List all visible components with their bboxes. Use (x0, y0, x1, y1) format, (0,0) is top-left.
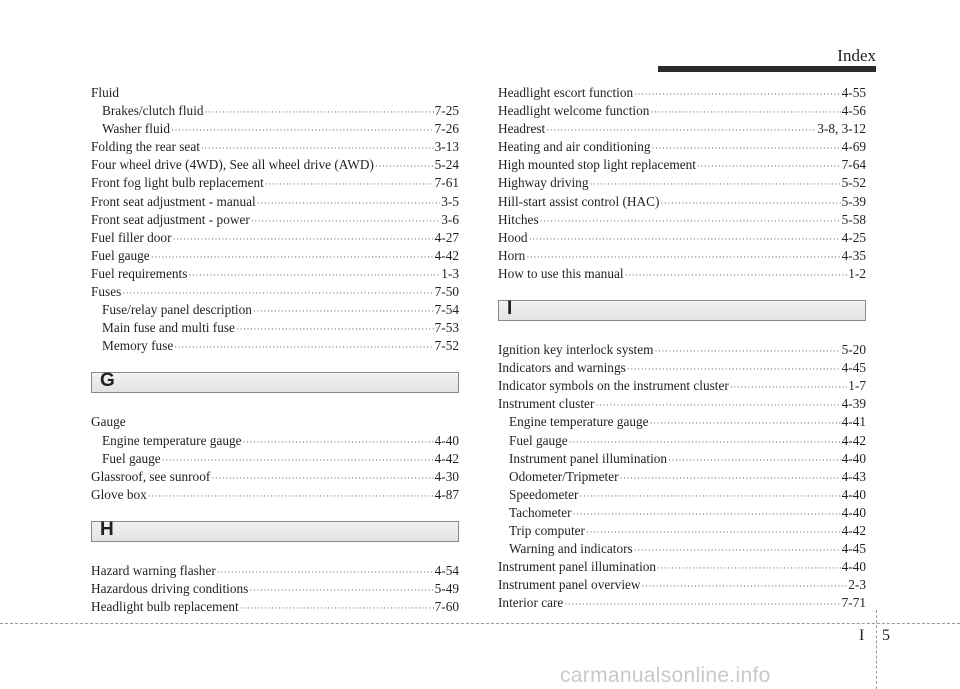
index-entry-text: Highway driving (498, 175, 589, 191)
index-entry-text: Tachometer (509, 504, 572, 520)
index-entry-text: Instrument panel illumination (498, 559, 657, 575)
dot-leader (627, 360, 841, 378)
group-cluster (498, 413, 866, 558)
index-entry-text: Horn (498, 247, 526, 263)
index-entry-page: 5-58 (841, 211, 866, 227)
page-section-letter: I (859, 627, 865, 644)
section-letter-h: H (100, 518, 114, 540)
index-entry (498, 540, 866, 558)
section-header-g (91, 372, 459, 393)
index-entry (91, 450, 459, 468)
dot-leader (174, 338, 433, 356)
index-entry-page: 4-40 (841, 486, 866, 502)
index-entry-page: 5-39 (841, 193, 866, 209)
index-column-right (498, 84, 866, 612)
index-entry-page: 7-25 (434, 103, 459, 119)
section-letter-i: I (507, 298, 513, 320)
index-entry (91, 301, 459, 319)
dot-leader (652, 139, 841, 157)
dot-leader (236, 320, 434, 338)
index-entry-text: Fuses (91, 284, 122, 300)
header-title: Index (837, 46, 876, 65)
index-entry-text: Heating and air conditioning (498, 139, 651, 155)
watermark: carmanualsonline.info (560, 664, 771, 687)
index-entry (498, 265, 866, 283)
group-fuses (91, 301, 459, 355)
index-entry-page: 4-45 (841, 360, 866, 376)
index-entry-text: Instrument panel illumination (509, 450, 668, 466)
index-entry-text: Hitches (498, 211, 539, 227)
index-entry-page: 4-43 (841, 468, 866, 484)
index-entry (91, 337, 459, 355)
dot-leader (625, 266, 848, 284)
footer-divider (0, 623, 960, 624)
index-entry (498, 174, 866, 192)
index-entry-page: 4-25 (841, 229, 866, 245)
section-header-h (91, 518, 459, 542)
index-entry-page: 3-5 (441, 193, 459, 209)
index-entry (91, 486, 459, 504)
index-entry-text: Fuel gauge (102, 450, 161, 466)
group-h-entries-right (498, 84, 866, 283)
index-entry-text: Glassroof, see sunroof (91, 468, 211, 484)
group-i-entries-2 (498, 558, 866, 612)
index-entry-text: Four wheel drive (4WD), See all wheel drive (AWD) (91, 157, 374, 173)
index-entry-page: 4-55 (841, 85, 866, 100)
index-entry-text: Instrument cluster (498, 396, 595, 412)
index-entry (498, 120, 866, 138)
dot-leader (650, 103, 840, 121)
index-entry-text: Indicators and warnings (498, 360, 626, 376)
index-entry-text: Headlight bulb replacement (91, 599, 239, 615)
index-entry (498, 522, 866, 540)
index-entry-page: 5-52 (841, 175, 866, 191)
index-entry (91, 265, 459, 283)
dot-leader (240, 599, 434, 617)
index-entry-text: Warning and indicators (509, 541, 633, 557)
index-entry (498, 359, 866, 377)
index-entry-text: Front fog light bulb replacement (91, 175, 264, 191)
index-entry (498, 211, 866, 229)
dot-leader (253, 302, 434, 320)
index-entry-page: 4-35 (841, 247, 866, 263)
index-entry-text: Hazard warning flasher (91, 562, 216, 578)
dot-leader (654, 342, 840, 360)
index-entry-page: 3-13 (434, 139, 459, 155)
dot-leader (730, 378, 847, 396)
dot-leader (148, 487, 434, 505)
index-entry-page: 7-50 (434, 284, 459, 300)
index-entry-page: 4-30 (434, 468, 459, 484)
dot-leader (540, 212, 841, 230)
index-entry-text: Trip computer (509, 522, 585, 538)
index-entry-page: 2-3 (848, 577, 866, 593)
index-entry (91, 174, 459, 192)
index-entry (498, 432, 866, 450)
index-entry (91, 468, 459, 486)
index-entry (91, 247, 459, 265)
index-entry (91, 283, 459, 301)
index-entry (498, 558, 866, 576)
dot-leader (634, 85, 840, 103)
dot-leader (251, 212, 440, 230)
index-entry-page: 3-6 (441, 211, 459, 227)
index-entry (498, 504, 866, 522)
index-column-left (91, 84, 459, 616)
index-entry-page: 7-52 (434, 338, 459, 354)
dot-leader (265, 175, 434, 193)
index-entry-page: 4-27 (434, 229, 459, 245)
index-entry-text: Front seat adjustment - manual (91, 193, 256, 209)
index-entry (498, 247, 866, 265)
dot-leader (257, 194, 441, 212)
dot-leader (620, 469, 841, 487)
index-entry (498, 193, 866, 211)
group-i-entries (498, 341, 866, 413)
dot-leader (529, 230, 841, 248)
index-entry-page: 7-61 (434, 175, 459, 191)
index-entry-page: 1-3 (441, 265, 459, 281)
dot-leader (173, 230, 434, 248)
index-entry-text: Front seat adjustment - power (91, 211, 250, 227)
index-entry (498, 102, 866, 120)
index-entry-text: Folding the rear seat (91, 139, 200, 155)
index-entry (498, 377, 866, 395)
index-entry (91, 211, 459, 229)
dot-leader (205, 103, 434, 121)
dot-leader (657, 559, 841, 577)
dot-leader (526, 248, 840, 266)
index-entry (498, 138, 866, 156)
dot-leader (668, 451, 841, 469)
group-gauge (91, 432, 459, 468)
index-entry-page: 4-40 (841, 559, 866, 575)
index-entry (498, 84, 866, 102)
dot-leader (573, 505, 841, 523)
dot-leader (201, 139, 434, 157)
index-entry-page: 4-42 (841, 432, 866, 448)
index-entry (498, 395, 866, 413)
group-h-entries (91, 562, 459, 616)
index-entry (91, 156, 459, 174)
index-entry-text: Headlight escort function (498, 85, 634, 100)
dot-leader (211, 469, 433, 487)
index-entry-text: Headlight welcome function (498, 103, 650, 119)
index-entry (91, 598, 459, 616)
index-entry-page: 5-24 (434, 157, 459, 173)
index-entry-page: 4-40 (841, 504, 866, 520)
index-entry-text: High mounted stop light replacement (498, 157, 696, 173)
section-letter-g: G (100, 370, 115, 392)
index-entry-page: 7-60 (434, 599, 459, 615)
footer-vertical-divider (876, 610, 877, 689)
group-fluid (91, 102, 459, 138)
dot-leader (188, 266, 440, 284)
index-entry-text: Glove box (91, 486, 147, 502)
dot-leader (579, 487, 840, 505)
index-entry (91, 432, 459, 450)
index-entry-page: 1-7 (848, 378, 866, 394)
dot-leader (595, 396, 840, 414)
section-header-i (498, 300, 866, 321)
dot-leader (564, 595, 840, 613)
index-entry-text: Hood (498, 229, 528, 245)
index-entry (498, 594, 866, 612)
dot-leader (151, 248, 434, 266)
index-entry-text: Headrest (498, 121, 546, 137)
index-entry-text: Fuel gauge (509, 432, 568, 448)
index-entry (91, 120, 459, 138)
index-entry-text: Speedometer (509, 486, 579, 502)
index-entry-page: 4-45 (841, 541, 866, 557)
index-entry-page: 4-87 (434, 486, 459, 502)
index-entry (498, 341, 866, 359)
index-entry-text: Main fuse and multi fuse (102, 320, 235, 336)
index-entry-page: 4-40 (841, 450, 866, 466)
index-entry (91, 562, 459, 580)
dot-leader (546, 121, 816, 139)
index-entry (91, 193, 459, 211)
dot-leader (249, 581, 433, 599)
index-entry-page: 4-54 (434, 562, 459, 578)
dot-leader (650, 414, 841, 432)
index-entry (91, 580, 459, 598)
index-entry-page: 5-49 (434, 580, 459, 596)
index-entry-page: 4-56 (841, 103, 866, 119)
index-entry (498, 413, 866, 431)
dot-leader (586, 523, 841, 541)
dot-leader (569, 433, 841, 451)
index-entry (498, 450, 866, 468)
index-entry-page: 4-69 (841, 139, 866, 155)
index-entry-page: 4-42 (434, 450, 459, 466)
index-entry-text: Fuse/relay panel description (102, 302, 252, 318)
index-entry-page: 1-2 (848, 265, 866, 281)
index-entry-page: 7-26 (434, 121, 459, 137)
dot-leader (660, 194, 840, 212)
index-entry (498, 156, 866, 174)
dot-leader (589, 175, 840, 193)
header-bar (658, 66, 876, 72)
index-entry-text: Washer fluid (102, 121, 170, 137)
index-heading-fluid: Fluid (91, 85, 120, 100)
index-entry-page: 7-53 (434, 320, 459, 336)
index-entry-page: 7-71 (841, 595, 866, 611)
dot-leader (375, 157, 434, 175)
index-entry-page: 7-54 (434, 302, 459, 318)
dot-leader (697, 157, 841, 175)
dot-leader (243, 433, 434, 451)
index-entry-text: Fuel requirements (91, 265, 188, 281)
index-entry-page: 4-39 (841, 396, 866, 412)
dot-leader (217, 563, 434, 581)
index-entry (91, 102, 459, 120)
index-entry-text: Hill-start assist control (HAC) (498, 193, 660, 209)
index-entry-text: Engine temperature gauge (102, 432, 242, 448)
index-entry (91, 319, 459, 337)
index-entry-page: 3-8, 3-12 (817, 121, 866, 137)
dot-leader (642, 577, 848, 595)
page-number: 5 (882, 627, 890, 644)
group-f-entries (91, 138, 459, 301)
index-entry-text: Fuel filler door (91, 229, 172, 245)
index-entry-text: Ignition key interlock system (498, 342, 654, 358)
group-g-entries (91, 468, 459, 504)
index-entry-text: Instrument panel overview (498, 577, 641, 593)
dot-leader (634, 541, 841, 559)
dot-leader (122, 284, 433, 302)
index-entry-page: 4-42 (434, 247, 459, 263)
index-entry-text: Indicator symbols on the instrument cluster (498, 378, 729, 394)
index-entry-text: How to use this manual (498, 265, 624, 281)
index-entry (91, 229, 459, 247)
index-entry-text: Fuel gauge (91, 247, 150, 263)
index-entry (498, 229, 866, 247)
dot-leader (171, 121, 434, 139)
index-entry-page: 7-64 (841, 157, 866, 173)
index-entry (91, 138, 459, 156)
index-entry (498, 468, 866, 486)
index-entry-text: Brakes/clutch fluid (102, 103, 204, 119)
index-entry-text: Hazardous driving conditions (91, 580, 249, 596)
index-entry-text: Memory fuse (102, 338, 174, 354)
index-entry-text: Odometer/Tripmeter (509, 468, 619, 484)
index-entry (498, 576, 866, 594)
index-entry-page: 4-42 (841, 522, 866, 538)
index-entry-text: Interior care (498, 595, 564, 611)
index-entry-page: 5-20 (841, 342, 866, 358)
index-entry (498, 486, 866, 504)
dot-leader (162, 451, 434, 469)
index-entry-page: 4-40 (434, 432, 459, 448)
index-entry-page: 4-41 (841, 414, 866, 430)
index-entry-text: Engine temperature gauge (509, 414, 649, 430)
index-heading-gauge: Gauge (91, 414, 126, 430)
